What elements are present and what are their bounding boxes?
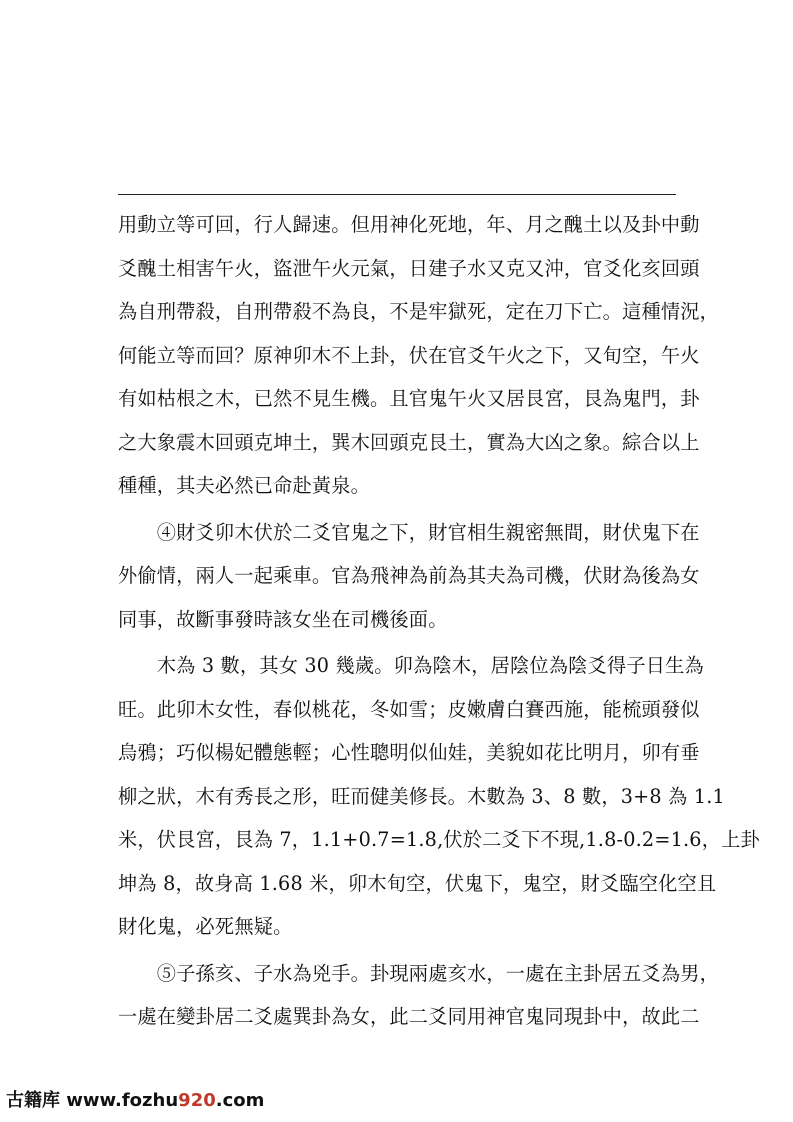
text-line: 為自刑帶殺，自刑帶殺不為良，不是牢獄死，定在刀下亡。這種情況，: [118, 300, 720, 323]
text-line: 木為 3 數，其女 30 幾歲。卯為陰木，居陰位為陰爻得子日生為: [118, 654, 704, 677]
header-rule: [118, 194, 676, 195]
document-body: [118, 203, 760, 1039]
text-line: 同事，故斷事發時該女坐在司機後面。: [118, 607, 448, 631]
text-line: 之大象震木回頭克坤土，巽木回頭克艮土，實為大凶之象。綜合以上: [118, 430, 700, 454]
text-line: ⑤子孫亥、子水為兇手。卦現兩處亥水，一處在主卦居五爻為男，: [118, 961, 720, 985]
footer-site-prefix: www.fozhu: [66, 1090, 179, 1111]
footer-site-suffix: .com: [215, 1090, 265, 1111]
text-line: 種種，其夫必然已命赴黃泉。: [118, 474, 371, 497]
text-line: 米，伏艮宮，艮為 7，1.1+0.7=1.8,伏於二爻下不現,1.8-0.2=1.6，上卦: [118, 828, 760, 851]
text-line: 柳之狀，木有秀長之形，旺而健美修長。木數為 3、8 數，3+8 為 1.1: [118, 784, 725, 808]
text-line: 一處在變卦居二爻處巽卦為女，此二爻同用神官鬼同現卦中，故此二: [118, 1005, 700, 1028]
text-line: 烏鴉；巧似楊妃體態輕；心性聰明似仙娃，美貌如花比明月，卯有垂: [118, 741, 700, 764]
text-line: 財化鬼，必死無疑。: [118, 915, 293, 938]
footer-watermark: [6, 1086, 264, 1112]
text-line: 有如枯根之木，已然不見生機。且官鬼午火又居艮宮，艮為鬼門，卦: [118, 387, 700, 410]
text-line: 爻醜土相害午火，盜泄午火元氣，日建子水又克又沖，官爻化亥回頭: [118, 256, 700, 280]
footer-brand: 古籍库: [6, 1090, 60, 1111]
text-line: 外偷情，兩人一起乘車。官為飛神為前為其夫為司機，伏財為後為女: [118, 564, 700, 587]
text-line: 坤為 8，故身高 1.68 米，卯木旬空，伏鬼下，鬼空，財爻臨空化空且: [118, 871, 717, 895]
text-line: 用動立等可回，行人歸速。但用神化死地，年、月之醜土以及卦中動: [118, 213, 700, 236]
footer-site-number: 920: [178, 1090, 216, 1111]
text-line: 何能立等而回？原神卯木不上卦，伏在官爻午火之下，又旬空，午火: [118, 343, 700, 367]
text-line: ④財爻卯木伏於二爻官鬼之下，財官相生親密無間，財伏鬼下在: [118, 520, 700, 544]
text-line: 旺。此卯木女性，春似桃花，冬如雪；皮嫩膚白賽西施，能梳頭發似: [118, 697, 700, 721]
